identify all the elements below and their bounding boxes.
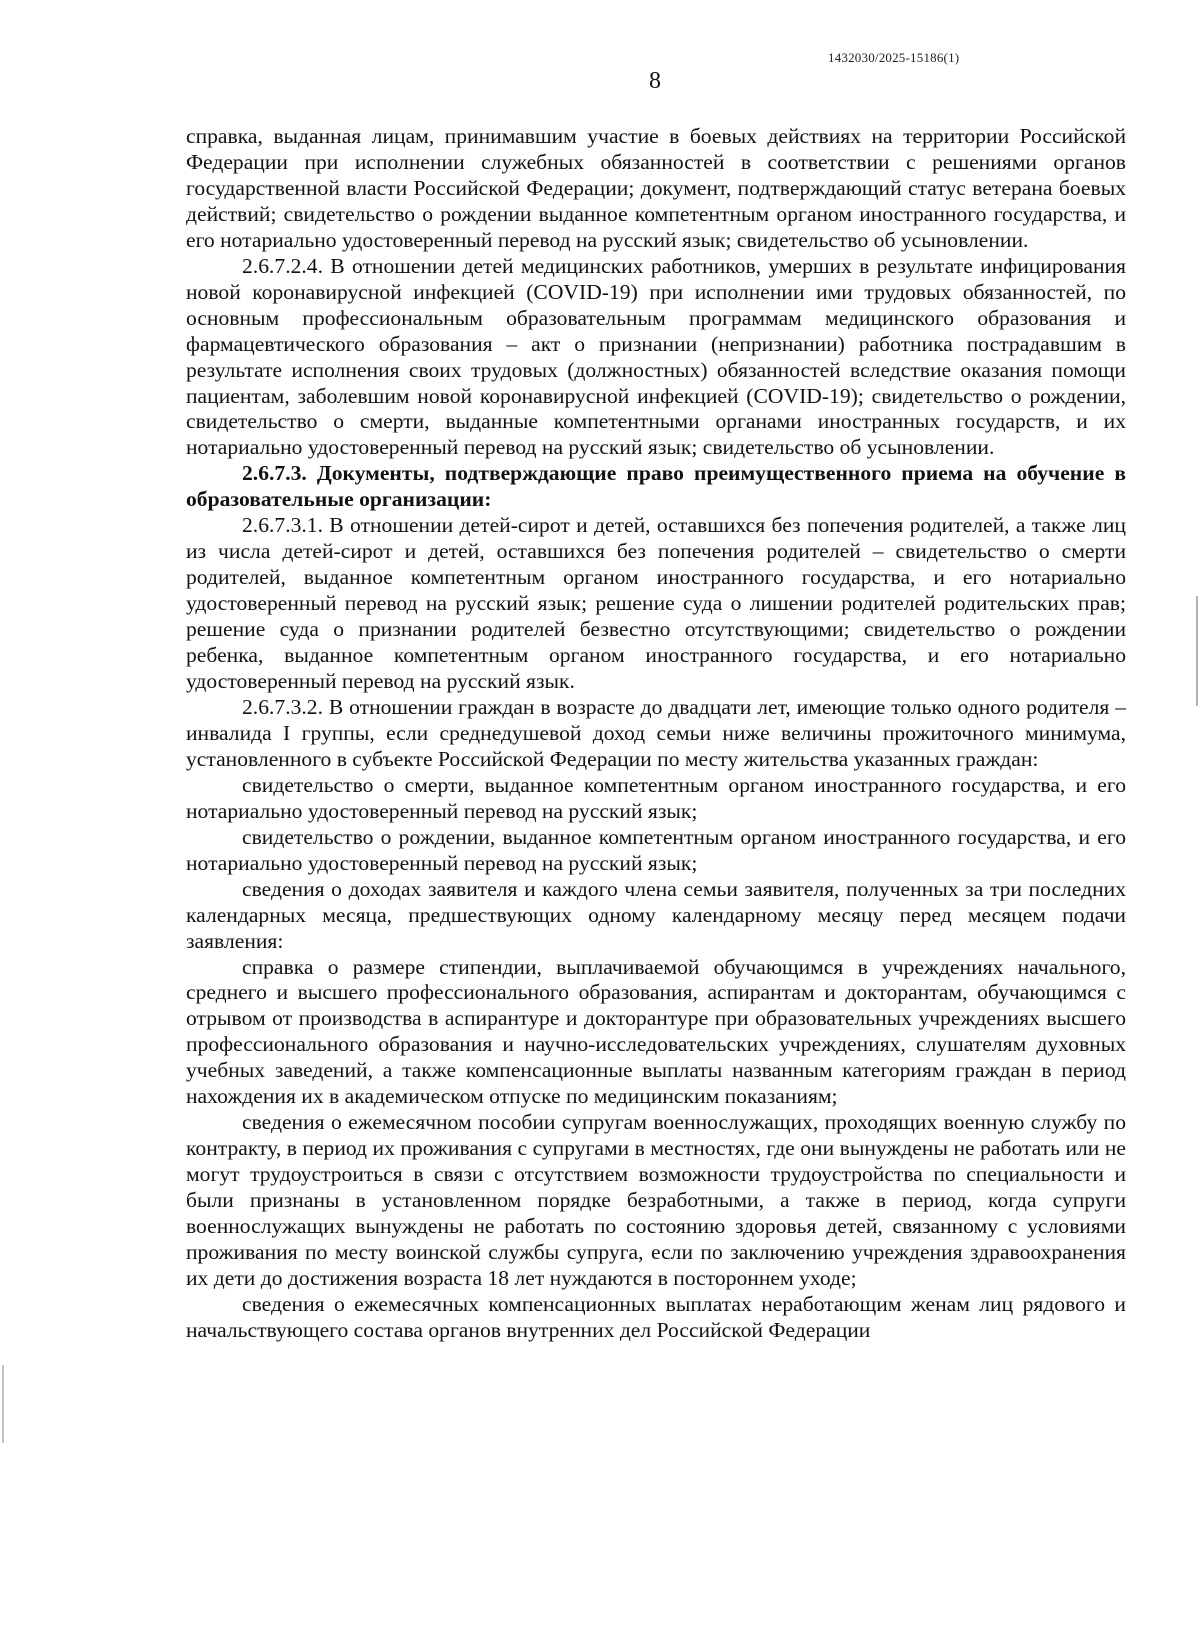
paragraph-2-6-7-2-4: 2.6.7.2.4. В отношении детей медицинских работников, умерших в результате инфицирования новой коронавирусной инфекцией (COVID-19) при исполнении ими трудовых обязанностей, по основным профессиональным образовательным программам медицинского образования и фармацевтического образования – акт о признании (непризнании) работника пострадавшим в результате исполнения своих трудовых (должностных) обязанностей вследствие оказания помощи пациентам, заболевшим новой коронавирусной инфекцией (COVID-19); свидетельство о рождении, свидетельство о смерти, выданные компетентными органами иностранных государств, и их нотариально удостоверенный перевод на русский язык; свидетельство об усыновлении. xyxy=(186,253,1126,460)
list-item-income-information: сведения о доходах заявителя и каждого члена семьи заявителя, полученных за три последних календарных месяца, предшествующих одному календарному месяцу перед месяцем подачи заявления: xyxy=(186,876,1126,953)
document-body xyxy=(186,124,1126,1344)
section-heading-2-6-7-3: 2.6.7.3. Документы, подтверждающие право преимущественного приема на обучение в образовательные организации: xyxy=(186,461,1126,512)
list-item-compensation-payments: сведения о ежемесячных компенсационных выплатах неработающим женам лиц рядового и начальствующего состава органов внутренних дел Российской Федерации xyxy=(186,1291,1126,1342)
list-item-birth-certificate: свидетельство о рождении, выданное компетентным органом иностранного государства, и его нотариально удостоверенный перевод на русский язык; xyxy=(186,824,1126,875)
paragraph-2-6-7-3-2: 2.6.7.3.2. В отношении граждан в возрасте до двадцати лет, имеющие только одного родителя – инвалида I группы, если среднедушевой доход семьи ниже величины прожиточного минимума, установленного в субъекте Российской Федерации по месту жительства указанных граждан: xyxy=(186,694,1126,771)
scan-edge-mark xyxy=(1196,596,1198,706)
document-registration-number: 1432030/2025-15186(1) xyxy=(828,50,960,65)
page-number: 8 xyxy=(649,68,661,94)
list-item-stipend-certificate: справка о размере стипендии, выплачиваемой обучающимся в учреждениях начального, среднего и высшего профессионального образования, аспирантам и докторантам, обучающимся с отрывом от производства в аспирантуре и докторантуре при образовательных учреждениях высшего профессионального образования и научно-исследовательских учреждениях, слушателям духовных учебных заведений, а также компенсационные выплаты названным категориям граждан в период нахождения их в академическом отпуске по медицинским показаниям; xyxy=(186,954,1126,1109)
list-item-spouse-allowance: сведения о ежемесячном пособии супругам военнослужащих, проходящих военную службу по контракту, в период их проживания с супругами в местностях, где они вынуждены не работать или не могут трудоустроиться в связи с отсутствием возможности трудоустройства по специальности и были признаны в установленном порядке безработными, а также в период, когда супруги военнослужащих вынуждены не работать по состоянию здоровья детей, связанному с условиями проживания по месту воинской службы супруга, если по заключению учреждения здравоохранения их дети до достижения возраста 18 лет нуждаются в постороннем уходе; xyxy=(186,1110,1126,1290)
list-item-death-certificate: свидетельство о смерти, выданное компетентным органом иностранного государства, и его нотариально удостоверенный перевод на русский язык; xyxy=(186,772,1126,823)
scan-edge-mark xyxy=(2,1365,4,1443)
paragraph-continuation: справка, выданная лицам, принимавшим участие в боевых действиях на территории Российской Федерации при исполнении служебных обязанностей в соответствии с решениями органов государственной власти Российской Федерации; документ, подтверждающий статус ветерана боевых действий; свидетельство о рождении выданное компетентным органом иностранного государства, и его нотариально удостоверенный перевод на русский язык; свидетельство об усыновлении. xyxy=(186,124,1126,252)
paragraph-2-6-7-3-1: 2.6.7.3.1. В отношении детей-сирот и детей, оставшихся без попечения родителей, а также лиц из числа детей-сирот и детей, оставшихся без попечения родителей – свидетельство о смерти родителей, выданное компетентным органом иностранного государства, и его нотариально удостоверенный перевод на русский язык; решение суда о лишении родителей родительских прав; решение суда о признании родителей безвестно отсутствующими; свидетельство о рождении ребенка, выданное компетентным органом иностранного государства, и его нотариально удостоверенный перевод на русский язык. xyxy=(186,513,1126,694)
